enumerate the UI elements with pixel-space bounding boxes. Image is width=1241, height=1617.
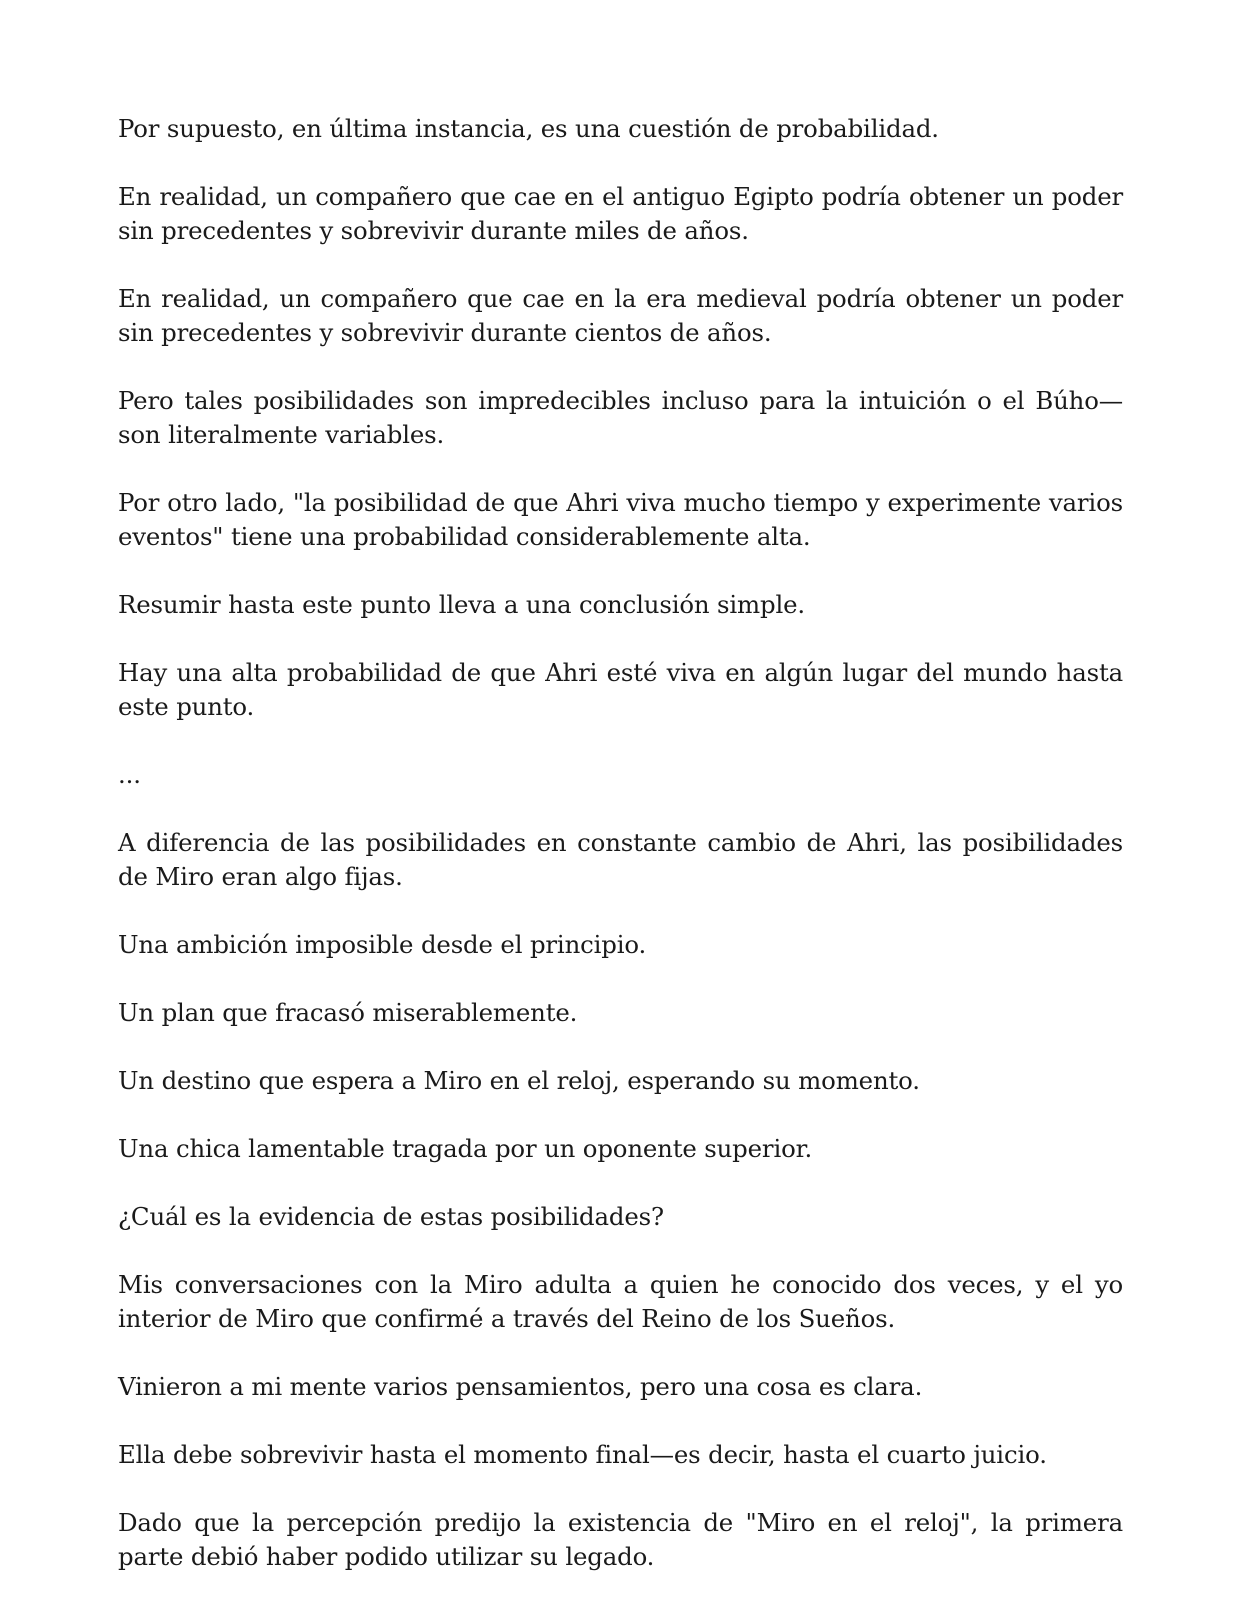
paragraph: Ella debe sobrevivir hasta el momento final—es decir, hasta el cuarto juicio. [118,1440,1047,1469]
paragraph: Resumir hasta este punto lleva a una conclusión simple. [118,590,806,619]
paragraph: Una chica lamentable tragada por un oponente superior. [118,1134,813,1163]
paragraph: Dado que la percepción predijo la existencia de "Miro en el reloj", la primera parte debió haber podido utilizar su legado. [118,1508,1123,1571]
paragraph: Por supuesto, en última instancia, es una cuestión de probabilidad. [118,114,939,143]
paragraph: Mis conversaciones con la Miro adulta a quien he conocido dos veces, y el yo interior de Miro que confirmé a través del Reino de los Sueños. [118,1270,1123,1333]
paragraph: A diferencia de las posibilidades en constante cambio de Ahri, las posibilidades de Miro eran algo fijas. [118,828,1123,891]
paragraph: Pero tales posibilidades son impredecibles incluso para la intuición o el Búho—son literalmente variables. [118,386,1123,449]
paragraph: En realidad, un compañero que cae en la era medieval podría obtener un poder sin precedentes y sobrevivir durante cientos de años. [118,284,1123,347]
paragraph: Un plan que fracasó miserablemente. [118,998,578,1027]
paragraph: ¿Cuál es la evidencia de estas posibilidades? [118,1202,664,1231]
paragraph: Vinieron a mi mente varios pensamientos, pero una cosa es clara. [118,1372,923,1401]
paragraph: Una ambición imposible desde el principio. [118,930,647,959]
paragraph: Hay una alta probabilidad de que Ahri esté viva en algún lugar del mundo hasta este punto. [118,658,1123,721]
paragraph: Por otro lado, "la posibilidad de que Ahri viva mucho tiempo y experimente varios eventos" tiene una probabilidad considerablemente alta. [118,488,1123,551]
paragraph: Un destino que espera a Miro en el reloj, esperando su momento. [118,1066,920,1095]
paragraph: En realidad, un compañero que cae en el antiguo Egipto podría obtener un poder sin precedentes y sobrevivir durante miles de años. [118,182,1123,245]
section-break-ellipsis: ... [118,760,141,789]
